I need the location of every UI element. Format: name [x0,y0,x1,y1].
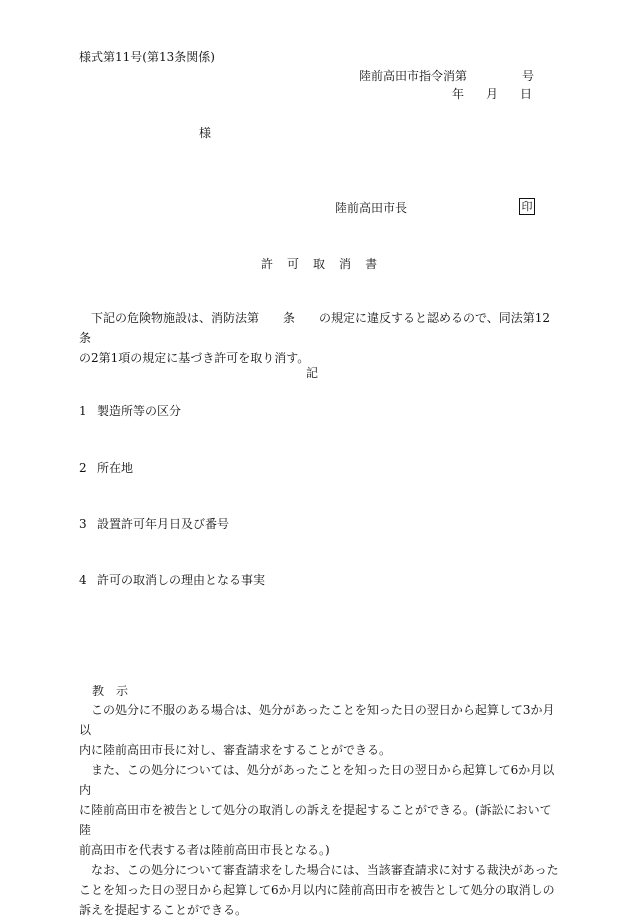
notice-line: また、この処分については、処分があったことを知った日の翌日から起算して6か月以内 [79,763,555,797]
item-number: 1 [79,404,87,418]
item-number: 3 [79,517,87,531]
notice-line: 内に陸前高田市長に対し、審査請求をすることができる。 [79,743,392,757]
list-item [79,572,265,588]
notice-text [79,700,561,920]
item-number: 2 [79,461,87,475]
notice-line: なお、この処分について審査請求をした場合には、当該審査請求に対する裁決があった [79,863,559,877]
title-char: 書 [365,257,378,271]
list-item [79,460,133,476]
item-label: 製造所等の区分 [97,404,182,418]
item-number: 4 [79,573,87,587]
notice-line: に陸前高田市を被告として処分の取消しの訴えを提起することができる。(訴訟において陸 [79,803,552,837]
notice-line: 訴えを提起することができる。 [79,903,248,917]
addressee-honorific: 様 [199,126,212,140]
list-item [79,403,181,419]
date-month: 月 [486,87,499,101]
item-label: 設置許可年月日及び番号 [97,517,230,531]
notice-title-char: 教 [92,684,105,698]
notice-line: この処分に不服のある場合は、処分があったことを知った日の翌日から起算して3か月以 [79,703,555,737]
title-char: 許 [261,257,274,271]
document-number-suffix: 号 [522,69,535,83]
form-number: 様式第11号(第13条関係) [79,50,215,64]
date-day: 日 [520,87,533,101]
body-line: 下記の危険物施設は、消防法第 条 の規定に違反すると認めるので、同法第12条 [79,311,551,345]
list-item [79,516,229,532]
notice-line: 前高田市を代表する者は陸前高田市長となる。) [79,843,330,857]
ki-heading: 記 [306,366,319,380]
date-year: 年 [452,87,465,101]
title-char: 可 [287,257,300,271]
seal-mark: 印 [519,198,535,215]
document-number-label: 陸前高田市指令消第 [359,69,468,83]
item-label: 許可の取消しの理由となる事実 [97,573,266,587]
body-text [79,308,561,368]
notice-line: ことを知った日の翌日から起算して6か月以内に陸前高田市を被告として処分の取消しの [79,883,555,897]
notice-title-char: 示 [116,684,129,698]
title-char: 消 [339,257,352,271]
item-label: 所在地 [97,461,134,475]
notice-title [92,683,128,699]
title-char: 取 [313,257,326,271]
body-line: の2第1項の規定に基づき許可を取り消す。 [79,351,310,365]
document-title [261,256,377,272]
issuer-name: 陸前高田市長 [335,201,408,215]
